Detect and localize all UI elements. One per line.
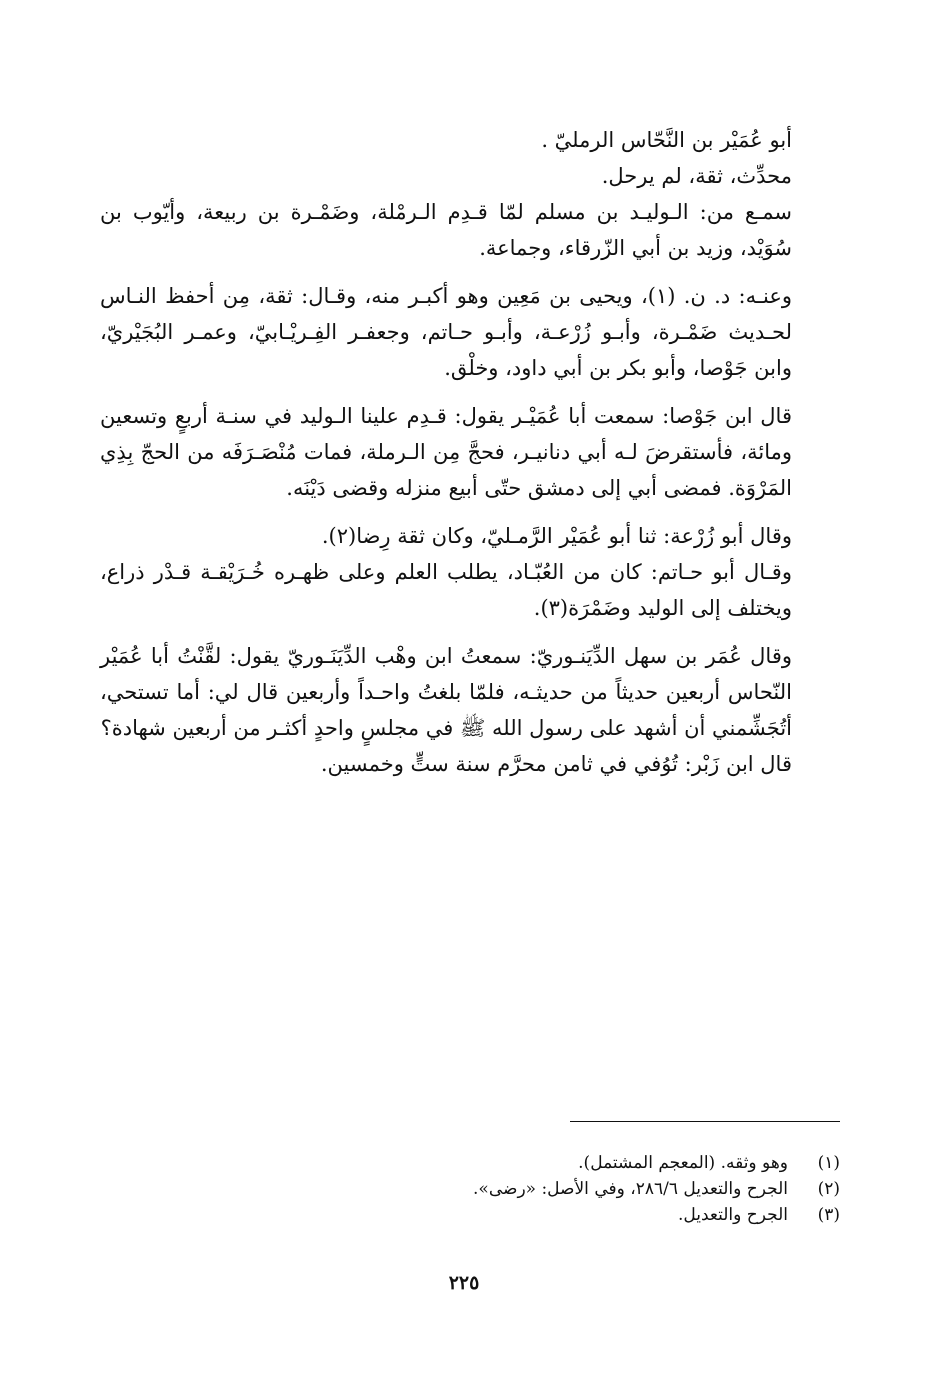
entry-grade: محدِّث، ثقة، لم يرحل. — [601, 164, 792, 188]
footnote-text: وهو وثقه. (المعجم المشتمل). — [578, 1153, 788, 1173]
footnote-number: (١) — [817, 1153, 840, 1173]
footnote-number: (٢) — [817, 1179, 840, 1199]
abu-zura-paragraph: وقال أبو زُرْعة: ثنا أبو عُمَيْر الرَّمـليّ، وكان ثقة رِضا(٢). — [321, 524, 792, 548]
ibn-jawsa-paragraph: قال ابن جَوْصا: سمعت أبا عُمَيْـر يقول: قـدِم علينا الـوليد في سنـة أربعٍ وتسعين ومائة، فأستقرضَ لـه أبي دنانيـر، فحجَّ مِن الـرملة، فمات مُنْصَـرَفَه من الحجّ بِذِي المَرْوَة. فمضى أبي إلى دمشق حتّى أبيع منزله وقضى دَيْنَه. — [100, 404, 792, 500]
main-text — [100, 122, 840, 782]
footnote-number: (٣) — [817, 1205, 840, 1225]
students-paragraph: وعنـه: د. ن. (١)، ويحيى بن مَعِين وهو أكبـر منه، وقـال: ثقة، مِن أحفظ النـاس لحـديث ضَمْـرة، وأبـو زُرْعـة، وأبـو حـاتم، وجعفـر الفِـريْـابيّ، وعمـر البُجَيْريّ، وابن جَوْصا، وأبو بكر بن أبي داود، وخلْق. — [100, 284, 792, 380]
footnote-item — [100, 1150, 840, 1176]
abu-hatim-paragraph: وقـال أبو حـاتم: كان من العُبّـاد، يطلب العلم وعلى ظهـره خُـرَيْقـة قـدْر ذراع، ويختلف إلى الوليد وضَمْرَة(٣). — [100, 560, 792, 620]
ibn-zabr-paragraph: قال ابن زَبْر: تُوُفي في ثامن محرَّم سنة ستٍّ وخمسين. — [320, 752, 792, 776]
footnote-text: الجرح والتعديل ٢٨٦/٦، وفي الأصل: «رضى». — [473, 1179, 788, 1199]
footnotes — [100, 1150, 840, 1228]
page-number: ٢٢٥ — [448, 1272, 480, 1294]
umar-ibn-sahl-paragraph: وقال عُمَر بن سهل الدِّيَنـوريّ: سمعتُ ابن وهْب الدِّيَنَـوريّ يقول: لقَّنْتُ أبا عُمَيْر النّحاس أربعين حديثاً من حديثـه، فلمّا بلغتُ واحـداً وأربعين قال لي: أما تستحي، أتُجَشِّمني أن أشهد على رسول الله ﷺ في مجلسٍ واحدٍ أكثـر من أربعين شهادة؟ — [100, 644, 792, 740]
teachers-paragraph: سمـع من: الـوليـد بن مسلم لمّا قـدِم الـرمْلة، وضَمْـرة بن ربيعة، وأيّوب بن سُوَيْد، وزيد بن أبي الزّرقاء، وجماعة. — [100, 200, 792, 260]
footnote-text: الجرح والتعديل. — [677, 1205, 788, 1225]
footnote-divider — [570, 1121, 840, 1122]
entry-heading: أبو عُمَيْر بن النَّحّاس الرمليّ . — [541, 128, 792, 152]
footnote-item — [100, 1202, 840, 1228]
footnote-item — [100, 1176, 840, 1202]
